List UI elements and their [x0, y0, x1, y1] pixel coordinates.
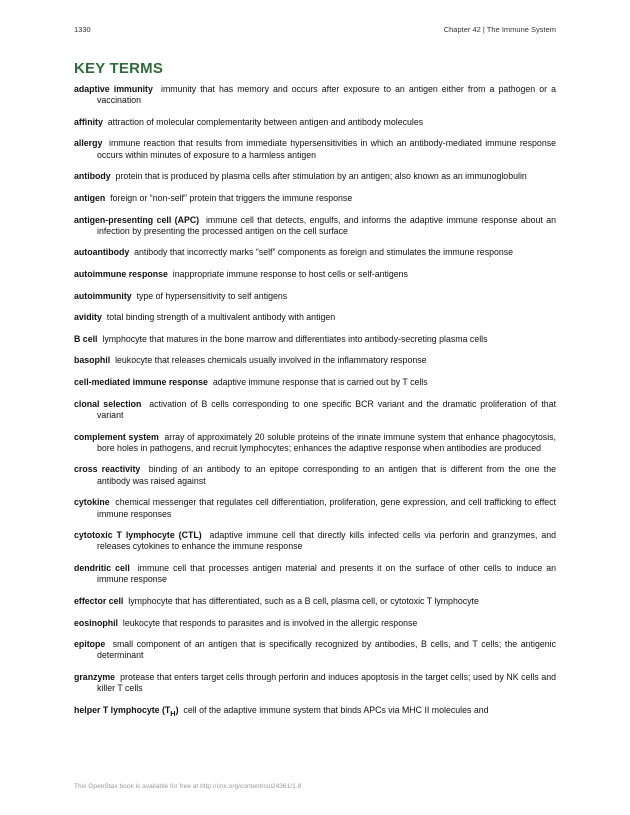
term-name: allergy: [74, 138, 103, 149]
key-terms-list: [74, 84, 556, 729]
term-entry: [74, 312, 556, 323]
term-name: epitope: [74, 639, 106, 650]
term-entry: [74, 84, 556, 107]
term-entry: [74, 563, 556, 586]
term-entry: [74, 497, 556, 520]
term-definition: protease that enters target cells through perforin and induces apoptosis in the target cells; used by NK cells and killer T cells: [97, 672, 556, 694]
term-definition: attraction of molecular complementarity between antigen and antibody molecules: [107, 116, 424, 127]
term-name: B cell: [74, 333, 98, 344]
term-definition: chemical messenger that regulates cell differentiation, proliferation, gene expression, and cell trafficking to effect immune responses: [97, 497, 557, 519]
term-name: autoimmunity: [74, 290, 132, 301]
term-name-subscript: H: [170, 708, 176, 718]
footer-note: This OpenStax book is available for free at http://cnx.org/content/col24361/1.8: [74, 783, 302, 790]
term-name: granzyme: [74, 672, 116, 683]
term-name: dendritic cell: [74, 563, 130, 574]
term-name: complement system: [74, 431, 159, 442]
term-entry: [74, 269, 556, 280]
term-name: avidity: [74, 312, 102, 323]
term-definition: immune cell that detects, engulfs, and informs the adaptive immune response about an infection by presenting the processed antigen on the cell surface: [97, 214, 557, 236]
term-name: basophil: [74, 355, 111, 366]
section-title: KEY TERMS: [74, 60, 164, 77]
term-definition: activation of B cells corresponding to one specific BCR variant and the dramatic proliferation of that variant: [97, 398, 557, 420]
term-name: antigen-presenting cell (APC): [74, 214, 200, 225]
term-entry: [74, 596, 556, 607]
term-definition: lymphocyte that has differentiated, such as a B cell, plasma cell, or cytotoxic T lymphocyte: [128, 595, 479, 606]
term-name: eosinophil: [74, 617, 118, 628]
term-definition: foreign or “non-self” protein that triggers the immune response: [110, 192, 353, 203]
term-name: [74, 704, 179, 718]
running-head: Chapter 42 | The Immune System: [443, 25, 556, 34]
term-name: autoimmune response: [74, 269, 168, 280]
term-name-suffix: ): [175, 704, 179, 715]
term-definition: binding of an antibody to an epitope corresponding to an antigen that is different from the one the antibody was raised against: [97, 464, 556, 486]
term-entry: [74, 618, 556, 629]
term-definition: adaptive immune response that is carried out by T cells: [212, 377, 428, 388]
term-entry: [74, 464, 556, 487]
term-definition: lymphocyte that matures in the bone marrow and differentiates into antibody-secreting plasma cells: [102, 333, 488, 344]
term-entry: [74, 639, 556, 662]
term-name: cytokine: [74, 497, 110, 508]
term-definition: protein that is produced by plasma cells after stimulation by an antigen; also known as an immunoglobulin: [115, 171, 527, 182]
page-number: 1330: [74, 25, 91, 34]
term-name: adaptive immunity: [74, 84, 153, 94]
term-definition: array of approximately 20 soluble proteins of the innate immune system that enhance phagocytosis, bore holes in pathogens, and recruit lymphocytes; enhances the adaptive response when antibodies are produced: [97, 431, 556, 453]
term-definition: total binding strength of a multivalent antibody with antigen: [106, 312, 336, 323]
term-name: autoantibody: [74, 247, 130, 258]
term-entry: [74, 138, 556, 161]
term-entry: [74, 171, 556, 182]
term-name: cytotoxic T lymphocyte (CTL): [74, 530, 202, 541]
term-entry: [74, 530, 556, 553]
term-name: antigen: [74, 192, 106, 203]
term-name: cross reactivity: [74, 464, 141, 475]
term-definition: cell of the adaptive immune system that binds APCs via MHC II molecules and: [183, 704, 489, 715]
term-entry: [74, 247, 556, 258]
term-definition: type of hypersensitivity to self antigens: [136, 290, 288, 301]
term-definition: inappropriate immune response to host cells or self-antigens: [172, 269, 408, 280]
term-entry: [74, 117, 556, 128]
term-entry: [74, 399, 556, 422]
term-entry: [74, 672, 556, 695]
term-definition: leukocyte that responds to parasites and is involved in the allergic response: [122, 617, 418, 628]
term-entry: [74, 355, 556, 366]
term-definition: immune reaction that results from immediate hypersensitivities in which an antibody-mediated immune response occurs within minutes of exposure to a harmless antigen: [97, 138, 557, 160]
term-entry: [74, 705, 556, 719]
term-entry: [74, 334, 556, 345]
term-name: affinity: [74, 116, 103, 127]
term-definition: adaptive immune cell that directly kills infected cells via perforin and granzymes, and releases cytokines to enhance the immune response: [97, 530, 557, 552]
term-name: antibody: [74, 171, 111, 182]
term-entry: [74, 215, 556, 238]
term-entry: [74, 377, 556, 388]
term-definition: immunity that has memory and occurs after exposure to an antigen either from a pathogen or a vaccination: [97, 84, 556, 106]
term-entry: [74, 432, 556, 455]
term-name-main: helper T lymphocyte (T: [74, 704, 171, 715]
term-name: cell-mediated immune response: [74, 377, 208, 388]
term-entry: [74, 193, 556, 204]
term-name: effector cell: [74, 595, 124, 606]
term-definition: small component of an antigen that is specifically recognized by antibodies, B cells, and T cells; the antigenic determinant: [97, 639, 556, 661]
term-definition: leukocyte that releases chemicals usually involved in the inflammatory response: [115, 355, 427, 366]
term-name: clonal selection: [74, 398, 142, 409]
term-definition: antibody that incorrectly marks “self” components as foreign and stimulates the immune response: [134, 247, 514, 258]
term-entry: [74, 291, 556, 302]
term-definition: immune cell that processes antigen material and presents it on the surface of other cells to induce an immune response: [97, 563, 557, 585]
